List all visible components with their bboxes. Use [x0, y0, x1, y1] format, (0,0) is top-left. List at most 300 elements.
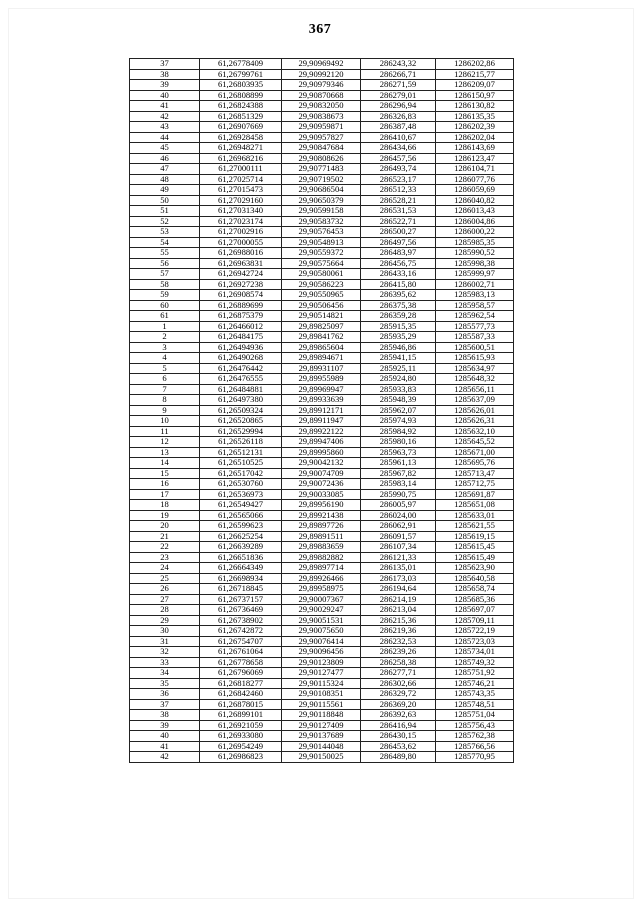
coord-y-cell: 1285722,19: [436, 626, 514, 637]
coord-x-cell: 286173,03: [361, 573, 436, 584]
longitude-cell: 29,89897714: [282, 563, 361, 574]
point-number-cell: 37: [130, 699, 200, 710]
longitude-cell: 29,90514821: [282, 311, 361, 322]
coord-y-cell: 1285998,38: [436, 258, 514, 269]
coord-y-cell: 1285762,38: [436, 731, 514, 742]
point-number-cell: 29: [130, 615, 200, 626]
coord-y-cell: 1285637,09: [436, 395, 514, 406]
coord-y-cell: 1285756,43: [436, 720, 514, 731]
coord-x-cell: 285984,92: [361, 426, 436, 437]
coord-y-cell: 1285712,75: [436, 479, 514, 490]
coord-x-cell: 285925,11: [361, 363, 436, 374]
latitude-cell: 61,26878015: [200, 699, 282, 710]
table-row: [130, 668, 514, 679]
coord-x-cell: 286410,67: [361, 132, 436, 143]
table-row: [130, 720, 514, 731]
table-row: [130, 363, 514, 374]
point-number-cell: 11: [130, 426, 200, 437]
table-row: [130, 195, 514, 206]
coord-x-cell: 286326,83: [361, 111, 436, 122]
coord-x-cell: 286416,94: [361, 720, 436, 731]
longitude-cell: 29,90979346: [282, 80, 361, 91]
coord-y-cell: 1285697,07: [436, 605, 514, 616]
latitude-cell: 61,26510525: [200, 458, 282, 469]
latitude-cell: 61,26761064: [200, 647, 282, 658]
latitude-cell: 61,27000111: [200, 164, 282, 175]
coord-y-cell: 1285958,57: [436, 300, 514, 311]
longitude-cell: 29,89883659: [282, 542, 361, 553]
coord-x-cell: 286457,56: [361, 153, 436, 164]
coord-x-cell: 286430,15: [361, 731, 436, 742]
latitude-cell: 61,26526118: [200, 437, 282, 448]
table-row: [130, 290, 514, 301]
latitude-cell: 61,26942724: [200, 269, 282, 280]
page-number: 367: [308, 22, 332, 37]
point-number-cell: 40: [130, 731, 200, 742]
longitude-cell: 29,90115324: [282, 678, 361, 689]
latitude-cell: 61,26921059: [200, 720, 282, 731]
point-number-cell: 58: [130, 279, 200, 290]
table-row: [130, 269, 514, 280]
longitude-cell: 29,90719502: [282, 174, 361, 185]
longitude-cell: 29,90051531: [282, 615, 361, 626]
longitude-cell: 29,90650379: [282, 195, 361, 206]
point-number-cell: 17: [130, 489, 200, 500]
coord-x-cell: 286359,28: [361, 311, 436, 322]
table-row: [130, 174, 514, 185]
table-row: [130, 69, 514, 80]
point-number-cell: 40: [130, 90, 200, 101]
table-row: [130, 731, 514, 742]
coord-x-cell: 286522,71: [361, 216, 436, 227]
coord-y-cell: 1285691,87: [436, 489, 514, 500]
latitude-cell: 61,26968216: [200, 153, 282, 164]
coord-y-cell: 1285749,32: [436, 657, 514, 668]
longitude-cell: 29,90847684: [282, 143, 361, 154]
coord-x-cell: 285924,80: [361, 374, 436, 385]
latitude-cell: 61,26851329: [200, 111, 282, 122]
latitude-cell: 61,26948271: [200, 143, 282, 154]
coord-x-cell: 286369,20: [361, 699, 436, 710]
point-number-cell: 41: [130, 741, 200, 752]
longitude-cell: 29,89958975: [282, 584, 361, 595]
coord-x-cell: 285967,82: [361, 468, 436, 479]
longitude-cell: 29,90992120: [282, 69, 361, 80]
point-number-cell: 53: [130, 227, 200, 238]
point-number-cell: 3: [130, 342, 200, 353]
coord-x-cell: 286302,66: [361, 678, 436, 689]
coord-y-cell: 1286135,35: [436, 111, 514, 122]
longitude-cell: 29,90127409: [282, 720, 361, 731]
latitude-cell: 61,26517042: [200, 468, 282, 479]
table-row: [130, 699, 514, 710]
coord-y-cell: 1285645,52: [436, 437, 514, 448]
coord-x-cell: 286489,80: [361, 752, 436, 763]
point-number-cell: 60: [130, 300, 200, 311]
table-row: [130, 542, 514, 553]
point-number-cell: 19: [130, 510, 200, 521]
coord-x-cell: 285990,75: [361, 489, 436, 500]
longitude-cell: 29,89894671: [282, 353, 361, 364]
coord-y-cell: 1286077,76: [436, 174, 514, 185]
coord-x-cell: 286497,56: [361, 237, 436, 248]
table-row: [130, 395, 514, 406]
coord-x-cell: 285933,83: [361, 384, 436, 395]
latitude-cell: 61,26875379: [200, 311, 282, 322]
longitude-cell: 29,89825097: [282, 321, 361, 332]
coord-x-cell: 285948,39: [361, 395, 436, 406]
table-row: [130, 384, 514, 395]
point-number-cell: 13: [130, 447, 200, 458]
coord-y-cell: 1285766,56: [436, 741, 514, 752]
latitude-cell: 61,26484175: [200, 332, 282, 343]
coord-x-cell: 286062,91: [361, 521, 436, 532]
table-row: [130, 605, 514, 616]
point-number-cell: 4: [130, 353, 200, 364]
coord-x-cell: 286434,66: [361, 143, 436, 154]
table-row: [130, 342, 514, 353]
latitude-cell: 61,26484881: [200, 384, 282, 395]
coord-y-cell: 1285671,00: [436, 447, 514, 458]
table-row: [130, 332, 514, 343]
longitude-cell: 29,90832050: [282, 101, 361, 112]
latitude-cell: 61,26927238: [200, 279, 282, 290]
coord-x-cell: 286121,33: [361, 552, 436, 563]
latitude-cell: 61,26796069: [200, 668, 282, 679]
latitude-cell: 61,26549427: [200, 500, 282, 511]
table-row: [130, 80, 514, 91]
point-number-cell: 34: [130, 668, 200, 679]
longitude-cell: 29,90969492: [282, 59, 361, 70]
coord-x-cell: 286135,01: [361, 563, 436, 574]
coord-y-cell: 1285658,74: [436, 584, 514, 595]
coord-x-cell: 286215,36: [361, 615, 436, 626]
longitude-cell: 29,90108351: [282, 689, 361, 700]
point-number-cell: 61: [130, 311, 200, 322]
latitude-cell: 61,26698934: [200, 573, 282, 584]
longitude-cell: 29,90771483: [282, 164, 361, 175]
longitude-cell: 29,89882882: [282, 552, 361, 563]
coord-x-cell: 285974,93: [361, 416, 436, 427]
latitude-cell: 61,27023174: [200, 216, 282, 227]
point-number-cell: 18: [130, 500, 200, 511]
point-number-cell: 33: [130, 657, 200, 668]
longitude-cell: 29,90959871: [282, 122, 361, 133]
latitude-cell: 61,26954249: [200, 741, 282, 752]
coord-y-cell: 1286013,43: [436, 206, 514, 217]
point-number-cell: 28: [130, 605, 200, 616]
latitude-cell: 61,26476442: [200, 363, 282, 374]
coord-x-cell: 286531,53: [361, 206, 436, 217]
longitude-cell: 29,89921438: [282, 510, 361, 521]
coord-y-cell: 1285985,35: [436, 237, 514, 248]
table-row: [130, 615, 514, 626]
point-number-cell: 35: [130, 678, 200, 689]
longitude-cell: 29,89931107: [282, 363, 361, 374]
point-number-cell: 30: [130, 626, 200, 637]
longitude-cell: 29,89933639: [282, 395, 361, 406]
point-number-cell: 38: [130, 69, 200, 80]
table-row: [130, 531, 514, 542]
table-row: [130, 258, 514, 269]
latitude-cell: 61,26889699: [200, 300, 282, 311]
table-row: [130, 90, 514, 101]
latitude-cell: 61,27000055: [200, 237, 282, 248]
latitude-cell: 61,27002916: [200, 227, 282, 238]
coord-x-cell: 286483,97: [361, 248, 436, 259]
point-number-cell: 59: [130, 290, 200, 301]
table-row: [130, 111, 514, 122]
coord-x-cell: 286433,16: [361, 269, 436, 280]
longitude-cell: 29,89926466: [282, 573, 361, 584]
coord-x-cell: 286271,59: [361, 80, 436, 91]
longitude-cell: 29,90586223: [282, 279, 361, 290]
latitude-cell: 61,26651836: [200, 552, 282, 563]
coord-y-cell: 1285615,45: [436, 542, 514, 553]
latitude-cell: 61,26818277: [200, 678, 282, 689]
point-number-cell: 7: [130, 384, 200, 395]
table-row: [130, 657, 514, 668]
table-row: [130, 678, 514, 689]
longitude-cell: 29,90808626: [282, 153, 361, 164]
coord-x-cell: 286392,63: [361, 710, 436, 721]
coord-x-cell: 286258,38: [361, 657, 436, 668]
coord-y-cell: 1285577,73: [436, 321, 514, 332]
point-number-cell: 14: [130, 458, 200, 469]
table-row: [130, 59, 514, 70]
coord-y-cell: 1285751,92: [436, 668, 514, 679]
latitude-cell: 61,26736469: [200, 605, 282, 616]
latitude-cell: 61,26963831: [200, 258, 282, 269]
longitude-cell: 29,90559372: [282, 248, 361, 259]
coord-y-cell: 1285634,97: [436, 363, 514, 374]
longitude-cell: 29,89897726: [282, 521, 361, 532]
longitude-cell: 29,89947406: [282, 437, 361, 448]
longitude-cell: 29,90007367: [282, 594, 361, 605]
table-row: [130, 227, 514, 238]
table-row: [130, 437, 514, 448]
point-number-cell: 39: [130, 80, 200, 91]
coord-y-cell: 1285999,97: [436, 269, 514, 280]
coord-x-cell: 286243,32: [361, 59, 436, 70]
point-number-cell: 20: [130, 521, 200, 532]
latitude-cell: 61,26512131: [200, 447, 282, 458]
longitude-cell: 29,90029247: [282, 605, 361, 616]
longitude-cell: 29,90580061: [282, 269, 361, 280]
coord-x-cell: 286279,01: [361, 90, 436, 101]
longitude-cell: 29,90576453: [282, 227, 361, 238]
coord-x-cell: 286107,34: [361, 542, 436, 553]
latitude-cell: 61,26520865: [200, 416, 282, 427]
coord-y-cell: 1286202,39: [436, 122, 514, 133]
table-row: [130, 741, 514, 752]
latitude-cell: 61,26737157: [200, 594, 282, 605]
coord-x-cell: 286219,36: [361, 626, 436, 637]
coord-x-cell: 286493,74: [361, 164, 436, 175]
longitude-cell: 29,89969947: [282, 384, 361, 395]
point-number-cell: 54: [130, 237, 200, 248]
latitude-cell: 61,26625254: [200, 531, 282, 542]
coord-y-cell: 1286150,97: [436, 90, 514, 101]
latitude-cell: 61,26494936: [200, 342, 282, 353]
latitude-cell: 61,26928458: [200, 132, 282, 143]
coord-x-cell: 285941,15: [361, 353, 436, 364]
coord-x-cell: 286387,48: [361, 122, 436, 133]
latitude-cell: 61,26536973: [200, 489, 282, 500]
longitude-cell: 29,90686504: [282, 185, 361, 196]
latitude-cell: 61,26639289: [200, 542, 282, 553]
point-number-cell: 48: [130, 174, 200, 185]
longitude-cell: 29,90096456: [282, 647, 361, 658]
longitude-cell: 29,89956190: [282, 500, 361, 511]
table-row: [130, 237, 514, 248]
latitude-cell: 61,26799761: [200, 69, 282, 80]
table-row: [130, 122, 514, 133]
latitude-cell: 61,26738902: [200, 615, 282, 626]
point-number-cell: 39: [130, 720, 200, 731]
coord-y-cell: 1285734,01: [436, 647, 514, 658]
coord-y-cell: 1285615,93: [436, 353, 514, 364]
longitude-cell: 29,90042132: [282, 458, 361, 469]
coord-y-cell: 1285626,01: [436, 405, 514, 416]
longitude-cell: 29,90583732: [282, 216, 361, 227]
point-number-cell: 10: [130, 416, 200, 427]
table-row: [130, 489, 514, 500]
coord-y-cell: 1285962,54: [436, 311, 514, 322]
point-number-cell: 12: [130, 437, 200, 448]
coord-y-cell: 1285623,90: [436, 563, 514, 574]
longitude-cell: 29,90838673: [282, 111, 361, 122]
longitude-cell: 29,90144048: [282, 741, 361, 752]
latitude-cell: 61,27029160: [200, 195, 282, 206]
latitude-cell: 61,26742872: [200, 626, 282, 637]
point-number-cell: 42: [130, 111, 200, 122]
coord-x-cell: 286266,71: [361, 69, 436, 80]
longitude-cell: 29,90074709: [282, 468, 361, 479]
longitude-cell: 29,90123809: [282, 657, 361, 668]
table-row: [130, 689, 514, 700]
point-number-cell: 51: [130, 206, 200, 217]
table-row: [130, 153, 514, 164]
table-row: [130, 353, 514, 364]
table-row: [130, 710, 514, 721]
latitude-cell: 61,26808899: [200, 90, 282, 101]
coord-y-cell: 1286004,86: [436, 216, 514, 227]
coord-x-cell: 286091,57: [361, 531, 436, 542]
coord-y-cell: 1286130,82: [436, 101, 514, 112]
longitude-cell: 29,89891511: [282, 531, 361, 542]
table-row: [130, 416, 514, 427]
longitude-cell: 29,90137689: [282, 731, 361, 742]
longitude-cell: 29,90870668: [282, 90, 361, 101]
latitude-cell: 61,26509324: [200, 405, 282, 416]
coord-y-cell: 1286123,47: [436, 153, 514, 164]
point-number-cell: 8: [130, 395, 200, 406]
point-number-cell: 42: [130, 752, 200, 763]
latitude-cell: 61,26988016: [200, 248, 282, 259]
table-row: [130, 164, 514, 175]
coord-y-cell: 1286209,07: [436, 80, 514, 91]
coord-x-cell: 285963,73: [361, 447, 436, 458]
point-number-cell: 32: [130, 647, 200, 658]
longitude-cell: 29,90506456: [282, 300, 361, 311]
table-row: [130, 752, 514, 763]
longitude-cell: 29,90150025: [282, 752, 361, 763]
coord-y-cell: 1285770,95: [436, 752, 514, 763]
coordinates-table: [129, 58, 514, 763]
coord-y-cell: 1285621,55: [436, 521, 514, 532]
point-number-cell: 37: [130, 59, 200, 70]
coord-y-cell: 1285751,04: [436, 710, 514, 721]
coord-x-cell: 285961,13: [361, 458, 436, 469]
latitude-cell: 61,26824388: [200, 101, 282, 112]
coord-y-cell: 1285983,13: [436, 290, 514, 301]
point-number-cell: 56: [130, 258, 200, 269]
point-number-cell: 25: [130, 573, 200, 584]
coord-y-cell: 1286215,77: [436, 69, 514, 80]
point-number-cell: 31: [130, 636, 200, 647]
coord-x-cell: 285980,16: [361, 437, 436, 448]
coord-x-cell: 285935,29: [361, 332, 436, 343]
point-number-cell: 24: [130, 563, 200, 574]
coord-x-cell: 286194,64: [361, 584, 436, 595]
point-number-cell: 22: [130, 542, 200, 553]
coord-x-cell: 286500,27: [361, 227, 436, 238]
table-row: [130, 216, 514, 227]
point-number-cell: 26: [130, 584, 200, 595]
latitude-cell: 61,27025714: [200, 174, 282, 185]
table-row: [130, 584, 514, 595]
coord-x-cell: 286453,62: [361, 741, 436, 752]
coord-y-cell: 1286059,69: [436, 185, 514, 196]
table-row: [130, 447, 514, 458]
point-number-cell: 50: [130, 195, 200, 206]
latitude-cell: 61,26842460: [200, 689, 282, 700]
table-row: [130, 521, 514, 532]
coord-x-cell: 285915,35: [361, 321, 436, 332]
coord-y-cell: 1285743,35: [436, 689, 514, 700]
table-row: [130, 300, 514, 311]
latitude-cell: 61,26778409: [200, 59, 282, 70]
longitude-cell: 29,90075650: [282, 626, 361, 637]
coord-x-cell: 285983,14: [361, 479, 436, 490]
coord-x-cell: 286024,00: [361, 510, 436, 521]
coord-x-cell: 286296,94: [361, 101, 436, 112]
longitude-cell: 29,89841762: [282, 332, 361, 343]
coord-x-cell: 286395,62: [361, 290, 436, 301]
coord-y-cell: 1286202,04: [436, 132, 514, 143]
coord-x-cell: 285962,07: [361, 405, 436, 416]
longitude-cell: 29,89911947: [282, 416, 361, 427]
point-number-cell: 55: [130, 248, 200, 259]
coord-y-cell: 1285619,15: [436, 531, 514, 542]
latitude-cell: 61,26497380: [200, 395, 282, 406]
point-number-cell: 41: [130, 101, 200, 112]
coord-y-cell: 1285656,11: [436, 384, 514, 395]
longitude-cell: 29,89912171: [282, 405, 361, 416]
table-row: [130, 573, 514, 584]
longitude-cell: 29,90076414: [282, 636, 361, 647]
coord-x-cell: 286277,71: [361, 668, 436, 679]
table-row: [130, 248, 514, 259]
point-number-cell: 23: [130, 552, 200, 563]
table-row: [130, 143, 514, 154]
longitude-cell: 29,89995860: [282, 447, 361, 458]
latitude-cell: 61,26754707: [200, 636, 282, 647]
coord-y-cell: 1285587,33: [436, 332, 514, 343]
point-number-cell: 49: [130, 185, 200, 196]
point-number-cell: 2: [130, 332, 200, 343]
